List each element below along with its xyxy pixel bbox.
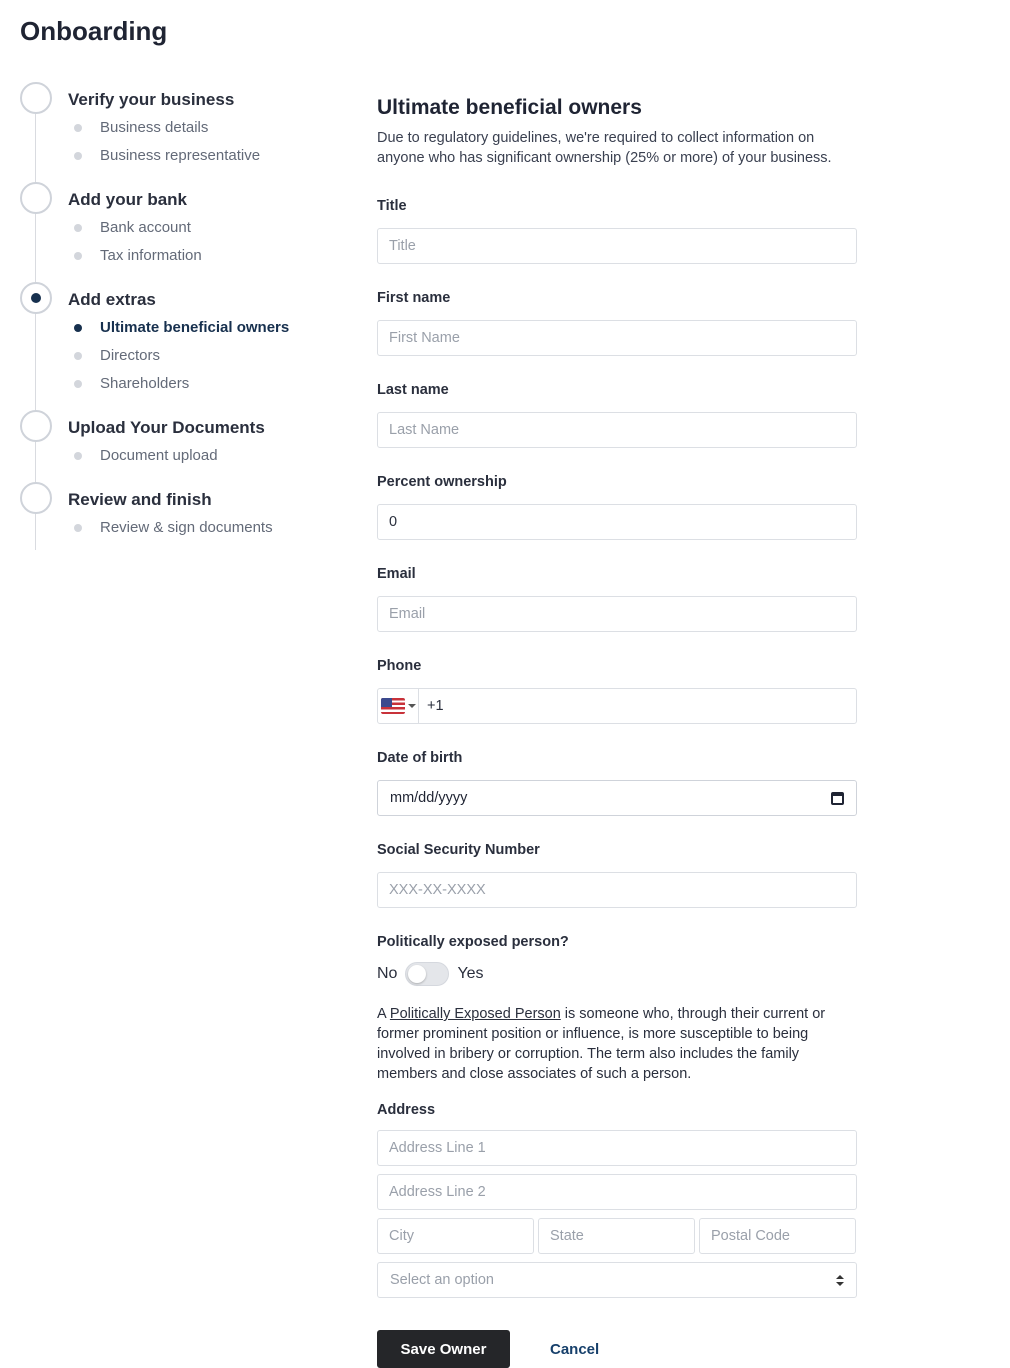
pep-yes-label: Yes	[457, 965, 484, 982]
first-name-label: First name	[377, 290, 451, 306]
bullet-dot-icon	[74, 324, 82, 332]
ssn-input[interactable]	[377, 872, 857, 908]
ssn-label: Social Security Number	[377, 842, 540, 858]
title-input[interactable]	[377, 228, 857, 264]
section-title: Ultimate beneficial owners	[377, 96, 642, 119]
country-select[interactable]	[377, 1262, 857, 1298]
substep-document-upload[interactable]: Document upload	[68, 442, 340, 470]
country-select-value: Select an option	[390, 1272, 494, 1288]
bullet-dot-icon	[74, 352, 82, 360]
last-name-label: Last name	[377, 382, 449, 398]
title-label: Title	[377, 198, 407, 214]
cancel-link[interactable]: Cancel	[550, 1340, 600, 1358]
bullet-dot-icon	[74, 224, 82, 232]
substep-bank-account[interactable]: Bank account	[68, 214, 340, 242]
step-title: Review and finish	[68, 490, 212, 509]
pep-label: Politically exposed person?	[377, 934, 569, 950]
postal-code-input[interactable]	[699, 1218, 856, 1254]
page-title: Onboarding	[20, 16, 168, 46]
form-actions	[377, 1330, 857, 1368]
pep-no-label: No	[377, 965, 398, 982]
us-flag-icon	[381, 698, 405, 714]
pep-toggle[interactable]	[405, 962, 449, 986]
save-owner-button[interactable]: Save Owner	[377, 1330, 510, 1368]
substep-directors[interactable]: Directors	[68, 342, 340, 370]
state-input[interactable]	[538, 1218, 695, 1254]
step-title: Add extras	[68, 290, 156, 309]
last-name-input[interactable]	[377, 412, 857, 448]
date-of-birth-input[interactable]	[377, 780, 857, 816]
date-of-birth-label: Date of birth	[377, 750, 463, 766]
phone-input[interactable]: +1	[427, 698, 444, 714]
onboarding-stepper	[20, 82, 340, 542]
email-label: Email	[377, 566, 416, 582]
step-circle-icon	[20, 410, 52, 442]
step-circle-icon	[20, 82, 52, 114]
caret-down-icon	[408, 704, 416, 708]
first-name-input[interactable]	[377, 320, 857, 356]
substep-tax-information[interactable]: Tax information	[68, 242, 340, 270]
step-add-extras[interactable]	[20, 282, 340, 398]
pep-link[interactable]: Politically Exposed Person	[389, 1006, 561, 1022]
substep-business-representative[interactable]: Business representative	[68, 142, 340, 170]
bullet-dot-icon	[74, 152, 82, 160]
step-upload-documents[interactable]	[20, 410, 340, 470]
select-chevron-icon	[836, 1275, 844, 1286]
step-circle-icon	[20, 482, 52, 514]
step-verify-business[interactable]	[20, 82, 340, 170]
step-review-finish[interactable]	[20, 482, 340, 542]
phone-label: Phone	[377, 658, 422, 674]
step-title: Add your bank	[68, 190, 188, 209]
calendar-icon[interactable]	[831, 792, 844, 805]
phone-field[interactable]	[377, 688, 857, 724]
address-line2-input[interactable]	[377, 1174, 857, 1210]
step-circle-icon	[20, 182, 52, 214]
toggle-knob	[408, 965, 426, 983]
bullet-dot-icon	[74, 124, 82, 132]
country-code-selector[interactable]	[378, 689, 419, 723]
address-label: Address	[377, 1102, 436, 1118]
step-title: Upload Your Documents	[68, 418, 265, 437]
pep-toggle-row	[377, 961, 857, 987]
bullet-dot-icon	[74, 524, 82, 532]
beneficial-owner-form	[377, 96, 857, 1368]
substep-shareholders[interactable]: Shareholders	[68, 370, 340, 398]
intro-text: Due to regulatory guidelines, we're required to collect information on anyone who has significant ownership (25% or more) of your business.	[377, 130, 832, 166]
step-title: Verify your business	[68, 90, 235, 109]
bullet-dot-icon	[74, 252, 82, 260]
email-input[interactable]	[377, 596, 857, 632]
substep-business-details[interactable]: Business details	[68, 114, 340, 142]
date-value: mm/dd/yyyy	[390, 790, 468, 806]
bullet-dot-icon	[74, 452, 82, 460]
city-input[interactable]	[377, 1218, 534, 1254]
pep-description: A Politically Exposed Person is someone who, through their current or former prominent position or influence, is more susceptible to being involved in bribery or corruption. The term also includes the family members and close associates of such a person.	[377, 1006, 826, 1082]
address-city-row	[377, 1218, 857, 1254]
substep-review-sign-documents[interactable]: Review & sign documents	[68, 514, 340, 542]
step-add-bank[interactable]	[20, 182, 340, 270]
substep-ultimate-beneficial-owners[interactable]: Ultimate beneficial owners	[68, 314, 340, 342]
bullet-dot-icon	[74, 380, 82, 388]
address-line1-input[interactable]	[377, 1130, 857, 1166]
step-current-circle-icon	[20, 282, 52, 314]
percent-ownership-input[interactable]	[377, 504, 857, 540]
percent-ownership-label: Percent ownership	[377, 474, 507, 490]
